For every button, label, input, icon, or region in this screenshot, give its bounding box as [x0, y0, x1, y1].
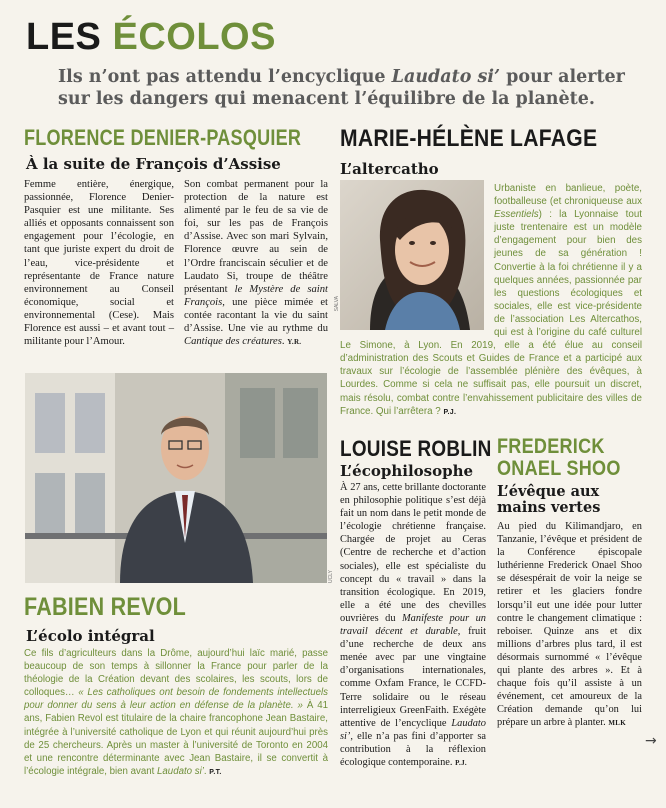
- fabien-signature: P.T.: [209, 768, 222, 776]
- louise-text-c: , elle n’a pas fini d’apporter sa contribution à la réflexion écologique contemporaine.: [340, 730, 486, 768]
- florence-kicker: À la suite de François d’Assise: [26, 155, 281, 173]
- fabien-name: FABIEN REVOL: [24, 593, 186, 621]
- louise-text-emphasis-2: Laudato si’: [340, 717, 486, 742]
- fabien-text-intro: Ce fils d’agriculteurs dans la Drôme, aujourd’hui laïc marié, passe beaucoup de son temps à sillonner la France pour parler de la théologie de la Création devant des scolaires, les scouts, lors de colloques…: [24, 648, 328, 699]
- fabien-text-b: À 41 ans, Fabien Revol est titulaire de la chaire francophone Jean Bastaire, intégrée à l’université catholique de Lyon et qui réunit aujourd’hui près de 25 chercheurs. Après un master à l’université de Toronto en 2004 et une rencontre déterminante avec Jean Bastaire, il se convertit à l’écologie intégrale, bien avant: [24, 700, 328, 777]
- marie-body-text-b: ) : la Lyonnaise tout juste trentenaire est un modèle d’engagement pour bien des jeunes de sa génération ! Convertie à la foi chrétienne il y a quelques années, passionnée par les questions écologiques et sociales, elle est vice-présidente de l’association Les Altercathos, qui est à l’origine du café culturel Le Simone, à Lyon. En 2019, elle a été élue au conseil d’administration des Scouts et Guides de France et a participé aux travaux sur l’écologie de l’assemblée plénière des évêques, à Lourdes. Comme si cela ne suffisait pas, elle poursuit un discret, mais résolu, combat contre l’envahissement publicitaire des villes de France. Qui l’arrêtera ?: [340, 209, 642, 417]
- louise-body: [340, 481, 486, 770]
- florence-column-1: Femme entière, énergique, passionnée, Florence Denier-Pasquier est une militante. Ses alliés et opposants connaissent son engagement pour l’écologie, en tant que juriste expert du droit de l’eau, vice-présidente et représentante de France nature environnement au Conseil économique, social et environnemental (Cese). Mais Florence est aussi – et avant tout – militante pour l’Amour.: [24, 179, 174, 348]
- fabien-quote: « Les catholiques ont besoin de fondements intellectuels pour donner du sens à leur action en défense de la planète. »: [24, 687, 329, 712]
- florence-col2-emphasis-2: Cantique des créatures: [184, 336, 282, 348]
- title-prefix: LES: [26, 16, 113, 58]
- fabien-kicker: L’écolo intégral: [26, 627, 155, 645]
- florence-name: FLORENCE DENIER-PASQUIER: [24, 125, 302, 150]
- continue-arrow-icon: →: [645, 733, 657, 749]
- subtitle-part-1: Ils n’ont pas attendu l’encyclique: [58, 67, 392, 87]
- page-title: [26, 18, 276, 56]
- marie-body-emphasis: Essentiels: [494, 209, 539, 221]
- marie-photo-credit: SALVA: [334, 296, 340, 312]
- marie-name: MARIE-HÉLÈNE LAFAGE: [340, 125, 598, 152]
- fabien-photo-credit: UCLY: [328, 570, 334, 583]
- marie-body: [340, 182, 642, 427]
- fabien-portrait-illustration: [25, 373, 327, 583]
- fabien-portrait-photo: [25, 373, 327, 583]
- marie-signature: P.J.: [443, 408, 457, 416]
- florence-col2-text-a: Son combat permanent pour la protection de la nature est alimenté par le feu de sa vie de foi, sur les pas de François d’Assise. Avec son mari Sylvain, Florence œuvre au sein de l’Ordre franciscain séculier et de Laudato Si, troupe de théâtre présentant: [184, 179, 328, 295]
- marie-photo-spacer: [340, 182, 494, 338]
- louise-signature: P.J.: [455, 758, 467, 767]
- page-subtitle: [58, 66, 648, 110]
- louise-kicker: L’écophilosophe: [340, 462, 474, 480]
- frederick-name: [497, 436, 621, 480]
- louise-text-emphasis: Manifeste pour un travail décent et durable: [340, 612, 486, 638]
- fabien-text-emphasis: Laudato si’: [157, 765, 204, 777]
- fabien-text-c: .: [203, 765, 210, 777]
- marie-body-text-a: Urbaniste en banlieue, poète, footballeuse (et chroniqueuse aux: [494, 183, 642, 208]
- florence-col2-emphasis: le Mystère de saint François: [184, 283, 328, 308]
- louise-text-a: À 27 ans, cette brillante doctorante en philosophie politique s’est déjà fait un nom dans le petit monde de l’écologie chrétienne française. Chargée de projet au Ceras (Centre de recherche et d’action sociales), elle est spécialiste du concept du « travail » dans la transition écologique. En 2019, elle a été une des chevilles ouvrières du: [340, 482, 486, 624]
- marie-kicker: L’altercatho: [340, 160, 439, 178]
- florence-column-2: [184, 178, 328, 349]
- frederick-text-a: Au pied du Kilimandjaro, en Tanzanie, l’évêque et président de la Conférence épiscopale luthérienne Frederick Onael Shoo se désespérait de voir la neige se retirer et les glaciers fondre lorsqu’il eut une idée pour lutter contre le changement climatique : reboiser. Quinze ans et dix millions d’arbres plus tard, il est désormais surnommé « l’évêque qui plante des arbres ». Et à chaque fois qu’il assiste à un événement, cet amoureux de la Création demande qu’on lui prépare un arbre à planter.: [497, 521, 642, 729]
- frederick-kicker: L’évêque aux mains vertes: [497, 483, 601, 516]
- title-accent: ÉCOLOS: [112, 16, 276, 58]
- frederick-name-line-2: ONAEL SHOO: [497, 457, 621, 480]
- florence-signature: Y.R.: [287, 338, 302, 347]
- florence-col2-text-b: , une pièce mimée et contée racontant la vie du saint d’Assise. Une vie au rythme du: [184, 296, 328, 335]
- louise-name: LOUISE ROBLIN: [340, 436, 492, 461]
- frederick-name-line-1: FREDERICK: [497, 435, 605, 458]
- frederick-body: [497, 520, 642, 731]
- louise-text-b: , fruit d’une recherche de deux ans menée avec par une vingtaine d’organisations internationales, comme Oxfam France, le CCFD-Terre solidaire ou le réseau interreligieux GreenFaith. Exégète attentive de l’encyclique: [340, 626, 486, 729]
- subtitle-emphasis: Laudato si’: [391, 67, 501, 87]
- subtitle-part-2: pour alerter sur les dangers qui menacent l’équilibre de la planète.: [58, 67, 625, 109]
- florence-col2-text-c: .: [281, 336, 288, 348]
- fabien-body: [24, 647, 328, 779]
- frederick-signature: MLK: [608, 719, 626, 728]
